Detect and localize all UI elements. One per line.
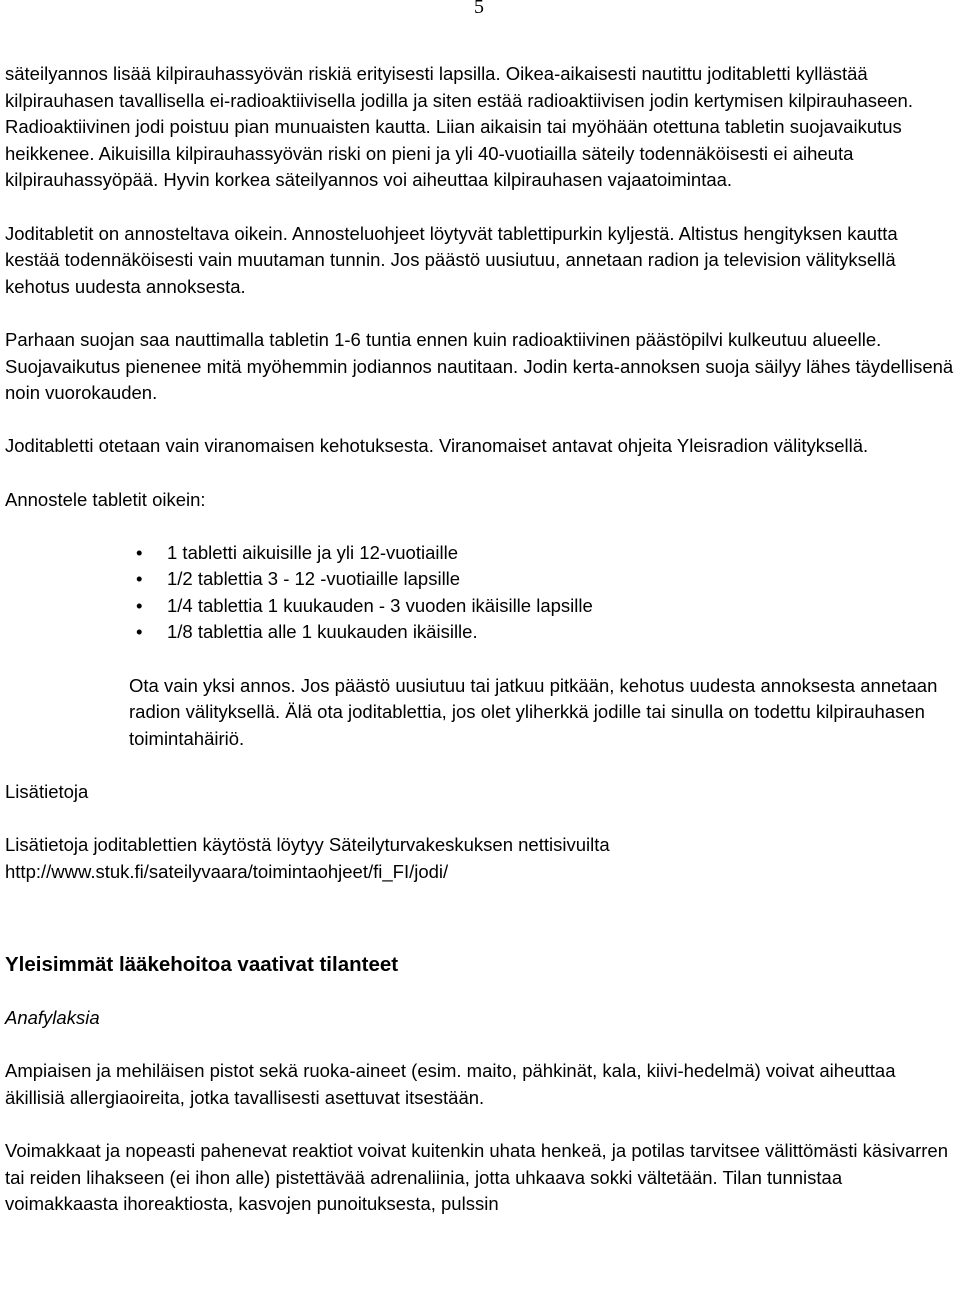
document-body	[5, 61, 955, 1218]
bullet-icon: •	[136, 568, 143, 590]
paragraph-best-protection: Parhaan suojan saa nauttimalla tabletin 1-6 tuntia ennen kuin radioaktiivinen päästöpilvi kulkeutuu alueelle. Suojavaikutus pienenee mitä myöhemmin jodiannos nautitaan. Jodin kerta-annoksen suoja säilyy lähes täydellisenä noin vuorokauden.	[5, 328, 954, 404]
dosage-intro: Annostele tabletit oikein:	[5, 488, 206, 510]
list-item: • 1/4 tablettia 1 kuukauden - 3 vuoden ikäisille lapsille	[167, 593, 955, 620]
page-number: 5	[474, 0, 484, 18]
paragraph-authority-instruction: Joditabletti otetaan vain viranomaisen kehotuksesta. Viranomaiset antavat ohjeita Yleisradion välityksellä.	[5, 435, 869, 457]
paragraph-radiation-risk: säteilyannos lisää kilpirauhassyövän riskiä erityisesti lapsilla. Oikea-aikaisesti nautittu joditabletti kyllästää kilpirauhasen tavallisella ei-radioaktiivisella jodilla ja siten estää radioaktiivisen jodin kertymisen kilpirauhaseen. Radioaktiivinen jodi poistuu pian munuaisten kautta. Liian aikaisin tai myöhään otettuna tabletin suojavaikutus heikkenee. Aikuisilla kilpirauhassyövän riski on pieni ja yli 40-vuotiailla säteily todennäköisesti ei aiheuta kilpirauhassyöpää. Hyvin korkea säteilyannos voi aiheuttaa kilpirauhasen vajaatoimintaa.	[5, 63, 913, 191]
list-item: • 1 tabletti aikuisille ja yli 12-vuotiaille	[167, 540, 955, 567]
more-info-label: Lisätietoja	[5, 781, 89, 803]
paragraph-dosing-instructions: Joditabletit on annosteltava oikein. Annosteluohjeet löytyvät tablettipurkin kyljestä. Altistus hengityksen kautta kestää todennäköisesti vain muutaman tunnin. Jos päästö uusiutuu, annetaan radion ja television välityksellä kehotus uudesta annoksesta.	[5, 222, 898, 297]
more-info-text: Lisätietoja joditablettien käytöstä löytyy Säteilyturvakeskuksen nettisivuilta	[5, 834, 610, 856]
dosage-note: Ota vain yksi annos. Jos päästö uusiutuu tai jatkuu pitkään, kehotus uudesta annoksesta annetaan radion välityksellä. Älä ota joditablettia, jos olet yliherkkä jodille tai sinulla on todettu kilpirauhasen toimintahäiriö.	[129, 674, 938, 749]
bullet-icon: •	[136, 621, 143, 643]
dosage-list	[5, 540, 955, 646]
paragraph-allergy-causes: Ampiaisen ja mehiläisen pistot sekä ruoka-aineet (esim. maito, pähkinät, kala, kiivi-hedelmä) voivat aiheuttaa äkillisiä allergiaoireita, jotka tavallisesti asettuvat itsestään.	[5, 1060, 896, 1108]
list-item: • 1/8 tablettia alle 1 kuukauden ikäisille.	[167, 619, 955, 646]
section-heading: Yleisimmät lääkehoitoa vaativat tilanteet	[5, 953, 399, 976]
subheading-anaphylaxis: Anafylaksia	[5, 1007, 100, 1029]
bullet-icon: •	[136, 594, 143, 616]
bullet-icon: •	[136, 541, 143, 563]
list-item: • 1/2 tablettia 3 - 12 -vuotiaille lapsille	[167, 566, 955, 593]
paragraph-severe-reactions: Voimakkaat ja nopeasti pahenevat reaktiot voivat kuitenkin uhata henkeä, ja potilas tarvitsee välittömästi käsivarren tai reiden lihakseen (ei ihon alle) pistettävää adrenaliinia, jotta uhkaava sokki vältetään. Tilan tunnistaa voimakkaasta ihoreaktiosta, kasvojen punoituksesta, pulssin	[5, 1140, 949, 1215]
more-info-link[interactable]: http://www.stuk.fi/sateilyvaara/toimintaohjeet/fi_FI/jodi/	[5, 860, 449, 882]
